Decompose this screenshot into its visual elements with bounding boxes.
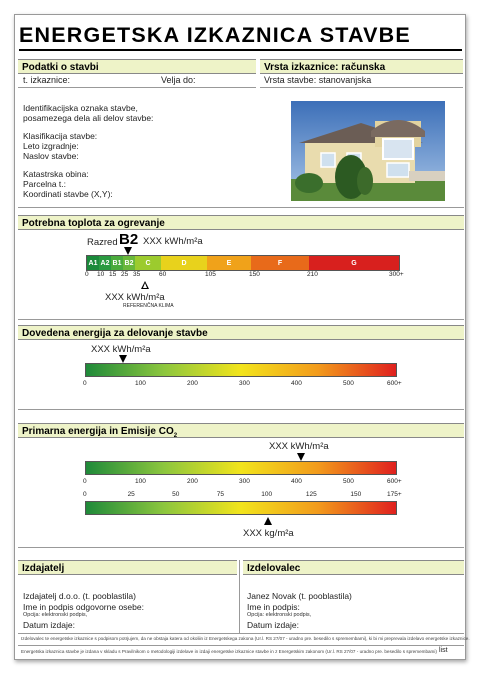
- delivered-tick-label: 300: [239, 380, 250, 387]
- heating-tick-label: 210: [307, 271, 318, 278]
- heating-class-c: C: [135, 256, 161, 270]
- issuer-name: Izdajatelj d.o.o. (t. pooblastila): [23, 591, 136, 601]
- building-type: Vrsta stavbe: stanovanjska: [264, 75, 372, 85]
- building-photo: [291, 101, 445, 201]
- primary-tick-label: 200: [187, 478, 198, 485]
- heating-class-e: E: [207, 256, 251, 270]
- delivered-tick-label: 400: [291, 380, 302, 387]
- delivered-value: XXX kWh/m²a: [91, 344, 151, 355]
- co2-tick-label: 100: [261, 491, 273, 498]
- primary-tick-label: 600+: [387, 478, 402, 485]
- ident-label-2: posamezega dela ali delov stavbe:: [23, 113, 154, 123]
- heating-tick-label: 105: [205, 271, 216, 278]
- author-heading: Izdelovalec: [243, 560, 464, 575]
- building-section-heading: Podatki o stavbi: [18, 59, 256, 74]
- heating-class-scale: [87, 256, 399, 270]
- co2-scale: [85, 501, 397, 515]
- delivered-tick-label: 0: [83, 380, 87, 387]
- co2-tick-label: 175+: [387, 491, 402, 498]
- cadastral-label: Katastrska obina:: [23, 169, 89, 179]
- delivered-section-heading: Dovedena energija za delovanje stavbe: [18, 325, 464, 340]
- heating-tick-label: 25: [121, 271, 129, 278]
- delivered-marker: [119, 355, 127, 363]
- co2-tick-label: 125: [305, 491, 317, 498]
- primary-tick-label: 100: [135, 478, 146, 485]
- author-name: Janez Novak (t. pooblastila): [247, 591, 352, 601]
- footer-note-2: Energetska izkaznica stavbe je izdana v skladu s Pravilnikom o metodologiji izdelave in izdaji energetske izkaznice stavbe in z Energetskim zakonom (Ur.l. RS 27/07 - uradno pre. besedilo s spremembami): [21, 649, 437, 654]
- coordinates-label: Koordinati stavbe (X,Y):: [23, 189, 113, 199]
- co2-value: XXX kg/m²a: [243, 528, 294, 539]
- author-date-label: Datum izdaje:: [247, 620, 299, 630]
- heating-tick-label: 15: [109, 271, 117, 278]
- valid-until-label: Velja do:: [161, 75, 196, 85]
- primary-marker: [297, 453, 305, 461]
- parcel-label: Parcelna t.:: [23, 179, 66, 189]
- heating-value-bottom: XXX kWh/m²a: [105, 292, 165, 303]
- heating-class-g: G: [309, 256, 399, 270]
- heating-value-top: XXX kWh/m²a: [143, 236, 203, 247]
- issuer-person-label: Ime in podpis odgovorne osebe:: [23, 602, 144, 612]
- heating-tick-label: 60: [159, 271, 167, 278]
- list-label: list: [439, 647, 448, 654]
- delivered-tick-label: 600+: [387, 380, 402, 387]
- author-sig-note: Opcija: elektronski podpis,: [247, 612, 312, 618]
- co2-tick-label: 50: [172, 491, 180, 498]
- heating-tick-label: 0: [85, 271, 89, 278]
- card-type-heading: Vrsta izkaznice: računska: [260, 59, 463, 74]
- co2-tick-label: 25: [127, 491, 135, 498]
- heating-section-heading: Potrebna toplota za ogrevanje: [18, 215, 464, 230]
- delivered-tick-label: 500: [343, 380, 354, 387]
- issuer-date-label: Datum izdaje:: [23, 620, 75, 630]
- primary-energy-scale: [85, 461, 397, 475]
- document-title: ENERGETSKA IZKAZNICA STAVBE: [19, 23, 411, 47]
- issuer-sig-note: Opcija: elektronski podpis,: [23, 612, 88, 618]
- primary-tick-label: 500: [343, 478, 354, 485]
- heating-tick-label: 35: [133, 271, 141, 278]
- heating-class-marker: [124, 247, 132, 255]
- reference-climate-label: REFERENČNA KLIMA: [123, 303, 174, 309]
- heating-class-f: F: [251, 256, 309, 270]
- year-label: Leto izgradnje:: [23, 141, 79, 151]
- heating-class-d: D: [161, 256, 207, 270]
- energy-certificate-sheet: [14, 14, 470, 660]
- ident-label-1: Identifikacijska oznaka stavbe,: [23, 103, 138, 113]
- heating-tick-label: 150: [249, 271, 260, 278]
- primary-tick-label: 400: [291, 478, 302, 485]
- primary-value-top: XXX kWh/m²a: [269, 441, 329, 452]
- address-label: Naslov stavbe:: [23, 151, 79, 161]
- heating-class-b2: B2: [123, 256, 135, 270]
- certificate-number-label: t. izkaznice:: [23, 75, 71, 85]
- razred-value: B2: [119, 231, 139, 248]
- delivered-tick-label: 100: [135, 380, 146, 387]
- primary-section-heading: [18, 423, 464, 438]
- co2-marker: [264, 517, 272, 525]
- primary-tick-label: 300: [239, 478, 250, 485]
- co2-tick-label: 0: [83, 491, 87, 498]
- title-underline: [19, 49, 462, 51]
- issuer-heading: Izdajatelj: [18, 560, 237, 575]
- delivered-scale: [85, 363, 397, 377]
- heating-tick-label: 10: [97, 271, 105, 278]
- heating-class-a1: A1: [87, 256, 99, 270]
- delivered-tick-label: 200: [187, 380, 198, 387]
- author-person-label: Ime in podpis:: [247, 602, 300, 612]
- co2-tick-label: 75: [216, 491, 224, 498]
- heating-class-b1: B1: [111, 256, 123, 270]
- primary-heading-text: Primarna energija in Emisije CO: [22, 426, 174, 437]
- co2-tick-label: 150: [350, 491, 362, 498]
- primary-heading-sub: 2: [173, 433, 178, 439]
- heating-tick-label: 300+: [389, 271, 404, 278]
- primary-tick-label: 0: [83, 478, 87, 485]
- classification-label: Klasifikacija stavbe:: [23, 131, 98, 141]
- house-image: [291, 101, 445, 201]
- razred-label: Razred: [87, 237, 118, 248]
- heating-class-a2: A2: [99, 256, 111, 270]
- footer-note-1: Izdelovalec te energetske izkaznice s podpisom potrjujem, da ne obstaja katera od okoliin iz Energetskega zakona (Ur.l. RS 27/07 - uradno pre. besedilo s spremembami), ki bi mi preprevala izdelavo energetske izkaznice.: [21, 636, 470, 641]
